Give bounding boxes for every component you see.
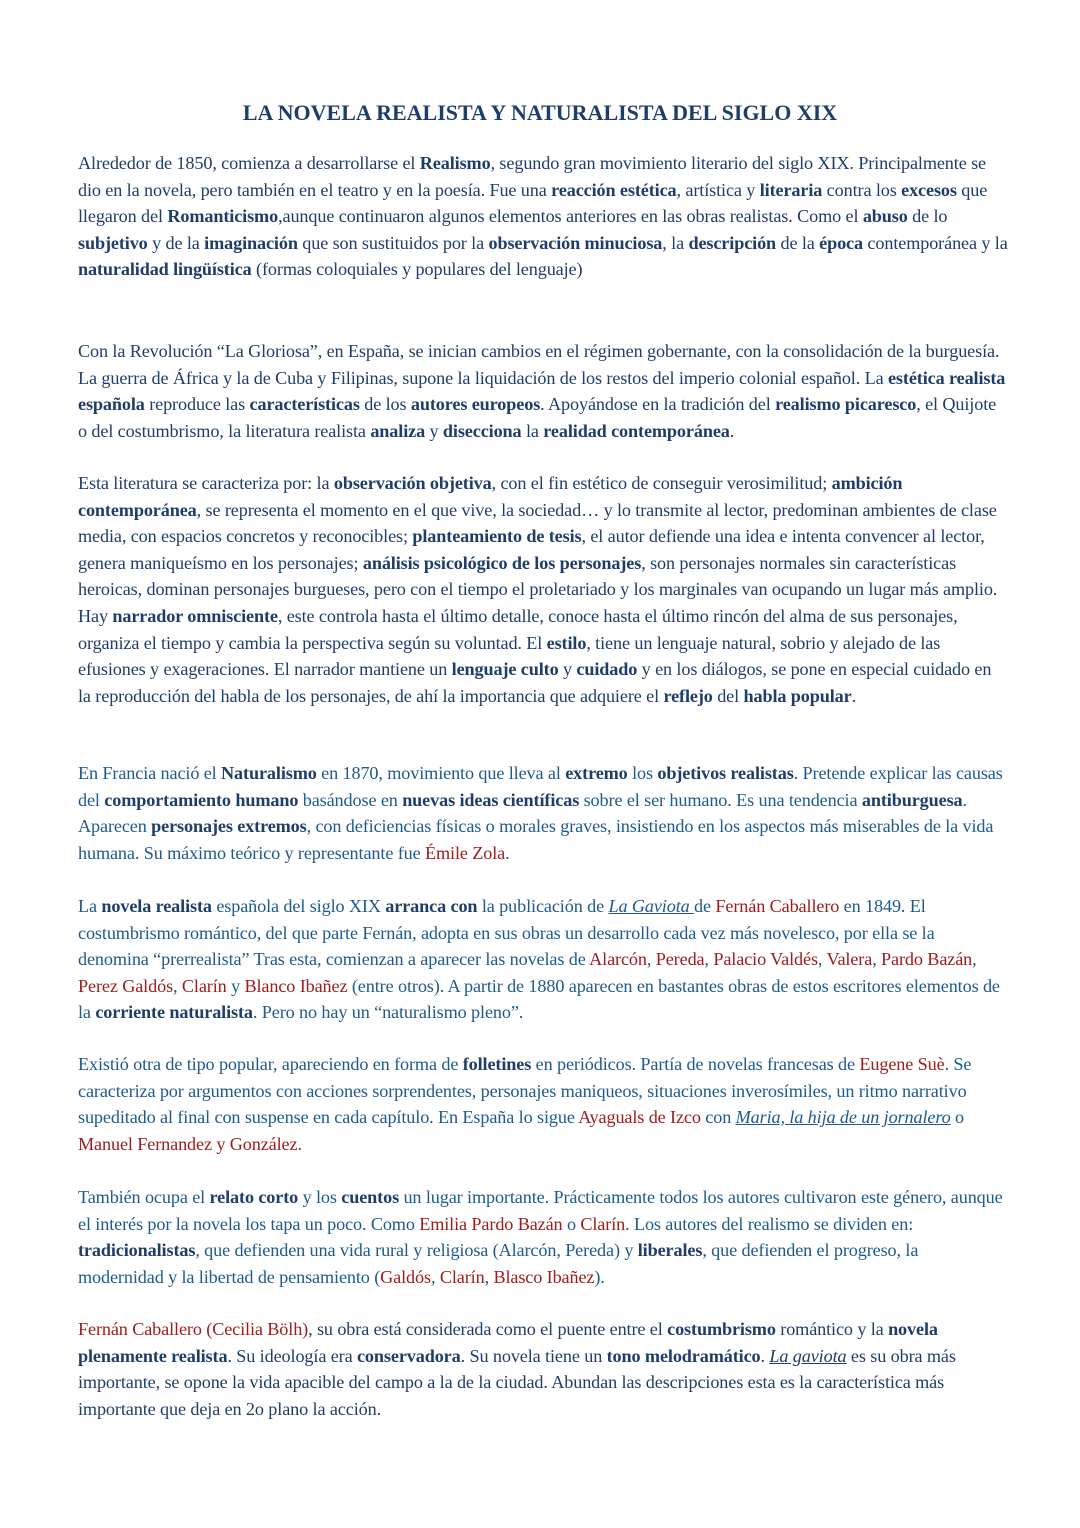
bold-term: Romanticismo <box>167 206 279 227</box>
work-title: La gaviota <box>769 1345 847 1366</box>
author-name: Manuel Fernandez y González. <box>78 1133 302 1154</box>
text-run: y <box>558 659 577 680</box>
text-run: La <box>78 896 102 916</box>
bold-term: cuentos <box>341 1187 400 1207</box>
text-run: Alrededor de 1850, comienza a desarrollarse el <box>78 153 420 173</box>
bold-term: disecciona <box>442 420 522 441</box>
bold-term: nuevas ideas científicas <box>402 789 580 810</box>
text-run: y los <box>298 1187 342 1207</box>
text-run: en 1870, movimiento que lleva al <box>316 763 566 783</box>
author-name: Pardo Bazán <box>881 949 973 970</box>
bold-term: estilo <box>546 632 587 653</box>
bold-term: ambición contemporánea <box>78 473 903 520</box>
text-run: que llegaron del <box>78 179 988 227</box>
text-run: con <box>700 1107 736 1128</box>
author-name: Blasco Ibañez <box>493 1266 595 1287</box>
bold-term: cuidado <box>576 659 638 680</box>
text-run: , <box>646 949 656 970</box>
text-run: , segundo gran movimiento literario del siglo XIX. Principalmente se dio en la novela, pero también en el teatro y en la poesía. Fue una <box>78 153 987 200</box>
bold-term: conservadora <box>356 1345 461 1366</box>
bold-term: época <box>819 232 863 253</box>
bold-term: características <box>249 394 360 415</box>
text-run: o <box>950 1107 965 1128</box>
author-name: Valera <box>826 949 873 970</box>
text-run: (formas coloquiales y populares del lenguaje) <box>251 259 583 280</box>
text-run: . Su ideología era <box>227 1345 357 1366</box>
author-name: Clarín <box>181 975 227 996</box>
text-run: También ocupa el <box>78 1187 210 1207</box>
text-run: , que defienden una vida rural y religiosa (Alarcón, Pereda) y <box>195 1240 638 1261</box>
bold-term: subjetivo <box>78 232 148 253</box>
text-run: , la <box>662 232 689 253</box>
bold-term: observación objetiva <box>333 473 492 493</box>
text-run: es su obra más importante, se opone la vida apacible del campo a la de la ciudad. Abundan las descripciones esta es la característica más importante que deja en 2o plano la acción. <box>78 1345 956 1419</box>
text-run: de los <box>359 394 411 415</box>
bold-term: costumbrismo <box>667 1319 776 1339</box>
bold-term: objetivos realistas <box>657 763 794 783</box>
text-run: basándose en <box>298 789 403 810</box>
bold-term: tono melodramático <box>606 1345 761 1366</box>
bold-term: autores europeos <box>410 394 541 415</box>
work-title: La Gaviota <box>608 896 695 916</box>
text-run: , tiene un lenguaje natural, sobrio y alejado de las efusiones y exageraciones. El narrador mantiene un <box>78 632 941 680</box>
text-run: la publicación de <box>477 896 609 916</box>
author-name: Palacio Valdés <box>713 949 818 970</box>
text-run: , <box>972 949 977 970</box>
bold-term: analiza <box>370 420 426 441</box>
author-name: Alarcón <box>589 949 647 970</box>
bold-term: Realismo <box>419 153 491 173</box>
bold-term: comportamiento humano <box>104 789 299 810</box>
bold-term: folletines <box>462 1054 532 1074</box>
text-run: , artística y <box>676 179 760 200</box>
bold-term: antiburguesa <box>861 789 963 810</box>
text-run: . Los autores del realismo se dividen en: <box>625 1213 914 1234</box>
text-run: , con el fin estético de conseguir verosimilitud; <box>491 473 832 493</box>
paragraph-naturalismo <box>78 760 1008 866</box>
bold-term: tradicionalistas <box>78 1240 196 1261</box>
text-run: , <box>430 1266 440 1287</box>
text-run: y <box>226 975 245 996</box>
bold-term: excesos <box>901 179 957 200</box>
bold-term: reflejo <box>663 685 713 706</box>
author-name: Fernán Caballero <box>715 896 840 916</box>
bold-term: abuso <box>862 206 908 227</box>
bold-term: arranca con <box>385 896 478 916</box>
bold-term: corriente naturalista <box>95 1002 253 1023</box>
bold-term: literaria <box>759 179 823 200</box>
text-run: , <box>817 949 827 970</box>
bold-term: análisis psicológico de los personajes <box>362 552 642 573</box>
text-run: y <box>425 420 443 441</box>
bold-term: observación minuciosa <box>488 232 663 253</box>
text-run: de lo <box>907 206 948 227</box>
bold-term: habla popular <box>743 685 852 706</box>
author-name: Pereda <box>655 949 705 970</box>
bold-term: relato corto <box>209 1187 299 1207</box>
text-run: , su obra está considerada como el puente entre el <box>308 1319 668 1339</box>
author-name: Clarín <box>439 1266 485 1287</box>
text-run: ). <box>594 1266 605 1287</box>
author-name: Blanco Ibañez <box>244 975 348 996</box>
text-run: . <box>760 1345 770 1366</box>
text-run: . Aparecen <box>78 789 967 837</box>
text-run: o <box>562 1213 581 1234</box>
text-run: romántico y la <box>775 1319 889 1339</box>
text-run: en 1849. El costumbrismo romántico, del que parte Fernán, adopta en sus obras un desarrollo cada vez más novelesco, por ella se la denomina “prerrealista” Tras esta, comienzan a aparecer las novelas de <box>78 896 935 970</box>
text-run: contra los <box>822 179 902 200</box>
text-run: , este controla hasta el último detalle, conoce hasta el último rincón del alma de sus personajes, organiza el tiempo y cambia la perspectiva según su voluntad. El <box>78 605 958 653</box>
author-name: Galdós <box>380 1266 431 1287</box>
bold-term: personajes extremos <box>151 816 307 837</box>
bold-term: Naturalismo <box>221 763 317 783</box>
text-run: Esta literatura se caracteriza por: la <box>78 473 334 493</box>
text-run: . Apoyándose en la tradición del <box>540 394 776 415</box>
text-run: , <box>173 975 182 996</box>
text-run: y de la <box>147 232 205 253</box>
text-run: . Se caracteriza por argumentos con acciones sorprendentes, personajes maniqueos, situaciones inverosímiles, un ritmo narrativo supeditado al final con suspense en cada capítulo. En España lo sigue <box>78 1054 972 1128</box>
bold-term: imaginación <box>204 232 298 253</box>
text-run: en periódicos. Partía de novelas francesas de <box>531 1054 860 1074</box>
text-run: del <box>712 685 744 706</box>
work-title: Maria, la hija de un jornalero <box>735 1107 951 1128</box>
bold-term: lenguaje culto <box>451 659 559 680</box>
bold-term: extremo <box>565 763 628 783</box>
text-run: . Su novela tiene un <box>460 1345 607 1366</box>
author-name: Clarín <box>580 1213 626 1234</box>
paragraph-realismo-intro <box>78 150 1008 283</box>
bold-term: estética realista española <box>78 367 1006 415</box>
text-run: , <box>872 949 882 970</box>
text-run: sobre el ser humano. Es una tendencia <box>579 789 862 810</box>
text-run: reproduce las <box>144 394 250 415</box>
text-run: . <box>851 685 857 706</box>
text-run: un lugar importante. Prácticamente todos los autores cultivaron este género, aunque el interés por la novela los tapa un poco. Como <box>78 1187 1003 1234</box>
text-run: española del siglo XIX <box>211 896 386 916</box>
text-run: ,aunque continuaron algunos elementos anteriores en las obras realistas. Como el <box>278 206 863 227</box>
author-name: Eugene Suè <box>859 1054 945 1074</box>
bold-term: realidad contemporánea <box>543 420 730 441</box>
text-run: que son sustituidos por la <box>297 232 489 253</box>
text-run: los <box>627 763 658 783</box>
text-run: (entre otros). A partir de 1880 aparecen en bastantes obras de estos escritores elementos de la <box>78 975 1000 1023</box>
paragraph-contexto-historico <box>78 338 1008 444</box>
author-name: Emilia Pardo Bazán <box>419 1213 563 1234</box>
bold-term: narrador omnisciente <box>112 605 278 626</box>
text-run: contemporánea y la <box>863 232 1008 253</box>
text-run: , que defienden el progreso, la modernidad y la libertad de pensamiento ( <box>78 1240 919 1287</box>
bold-term: reacción estética <box>551 179 677 200</box>
text-run: Con la Revolución “La Gloriosa”, en España, se inician cambios en el régimen gobernante, con la consolidación de la burguesía. La guerra de África y la de Cuba y Filipinas, supone la liquidación de los restos del imperio colonial español. La <box>78 341 1000 388</box>
bold-term: naturalidad lingüística <box>78 259 252 280</box>
text-run: . <box>505 842 510 863</box>
text-run: de <box>694 896 716 916</box>
paragraph-relato-corto <box>78 1184 1008 1290</box>
text-run: . Pretende explicar las causas del <box>78 763 1003 810</box>
paragraph-novela-realista-espanola <box>78 893 1008 1026</box>
text-run: y en los diálogos, se pone en especial cuidado en la reproducción del habla de los personajes, de ahí la importancia que adquiere el <box>78 659 992 706</box>
text-run: la <box>521 420 544 441</box>
text-run: En Francia nació el <box>78 763 222 783</box>
text-run: de la <box>776 232 820 253</box>
text-run: . Pero no hay un “naturalismo pleno”. <box>252 1002 524 1023</box>
text-run: , el Quijote o del costumbrismo, la literatura realista <box>78 394 997 441</box>
text-run: , <box>704 949 714 970</box>
bold-term: novela realista <box>101 896 212 916</box>
bold-term: novela plenamente realista <box>78 1319 938 1366</box>
text-run: , el autor defiende una idea e intenta convencer al lector, genera maniqueísmo en los personajes; <box>78 526 985 573</box>
bold-term: descripción <box>688 232 777 253</box>
text-run: , <box>484 1266 494 1287</box>
author-name: Émile Zola <box>425 842 506 863</box>
paragraph-folletines <box>78 1051 1008 1157</box>
paragraph-caracteristicas <box>78 470 1008 709</box>
author-name: Perez Galdós <box>78 975 174 996</box>
bold-term: liberales <box>637 1240 703 1261</box>
page-title: LA NOVELA REALISTA Y NATURALISTA DEL SIGLO XIX <box>242 100 838 125</box>
text-run: Existió otra de tipo popular, apareciendo en forma de <box>78 1054 463 1074</box>
text-run: . <box>729 420 735 441</box>
text-run: , son personajes normales sin características heroicas, dominan personajes burgueses, pero con el tiempo el proletariado y los marginales van ocupando un lugar más amplio. Hay <box>78 552 998 626</box>
bold-term: realismo picaresco <box>775 394 917 415</box>
author-name: Fernán Caballero (Cecilia Bölh) <box>78 1319 309 1339</box>
text-run: , se representa el momento en el que vive, la sociedad… y lo transmite al lector, predominan ambientes de clase media, con espacios concretos y reconocibles; <box>78 499 997 547</box>
text-run: , con deficiencias físicas o morales graves, insistiendo en los aspectos más miserables de la vida humana. Su máximo teórico y representante fue <box>78 816 994 863</box>
paragraph-fernan-caballero <box>78 1316 1008 1422</box>
author-name: Ayaguals de Izco <box>578 1107 701 1128</box>
bold-term: planteamiento de tesis <box>412 526 582 547</box>
